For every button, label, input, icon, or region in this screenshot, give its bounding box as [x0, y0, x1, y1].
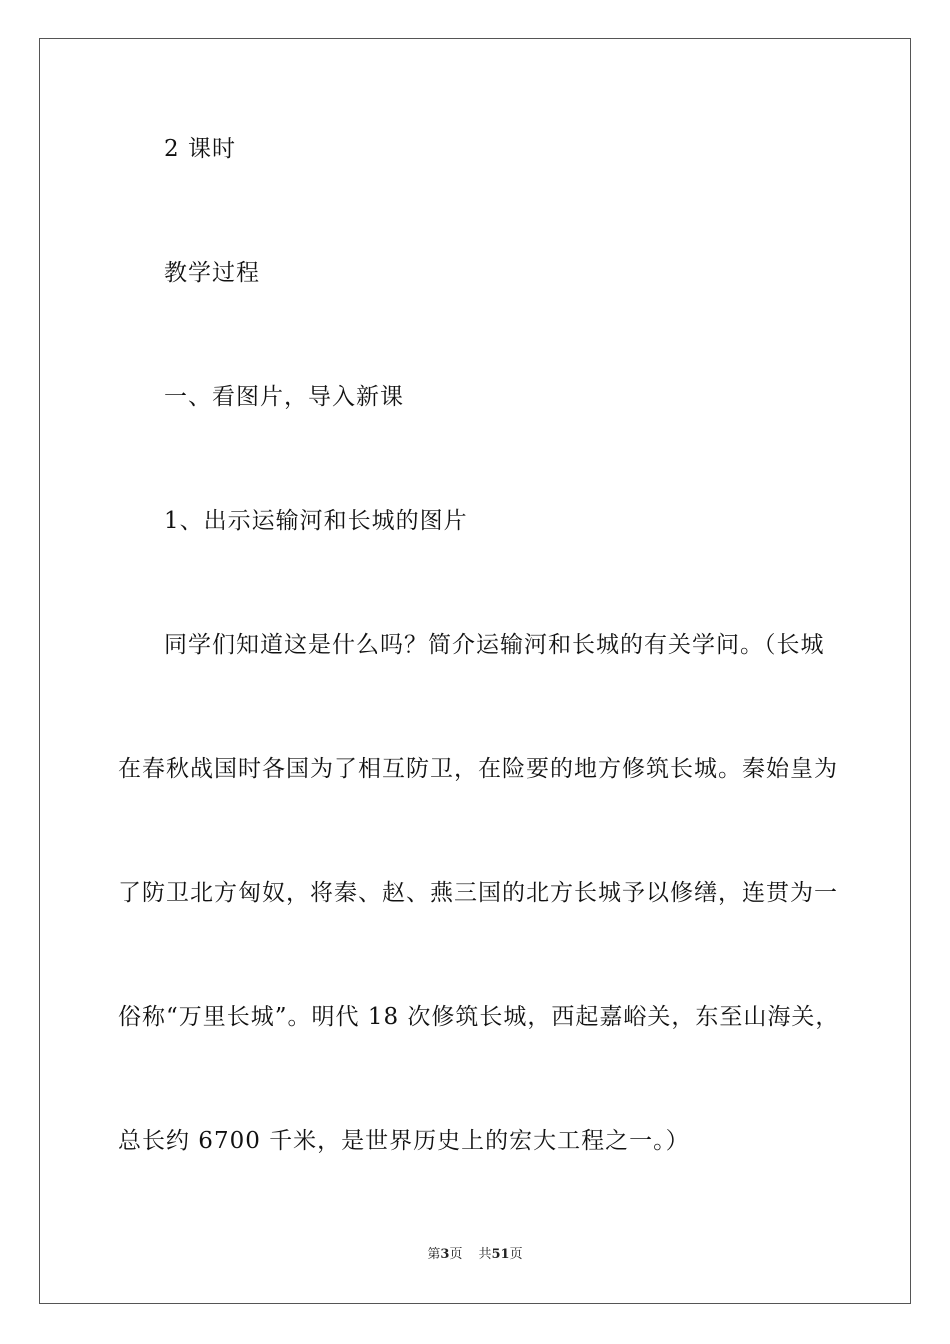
footer-page-suffix: 页 — [449, 1247, 463, 1262]
footer-page-number: 3 — [440, 1247, 450, 1262]
footer-page-prefix: 第 — [427, 1247, 441, 1262]
section-heading: 一、看图片，导入新课 — [164, 384, 404, 410]
footer-total-prefix: 共 — [478, 1247, 492, 1262]
paragraph-line: 俗称“万里长城”。明代 18 次修筑长城，西起嘉峪关，东至山海关， — [118, 1004, 840, 1030]
text-line-lesson-hours: 2 课时 — [164, 136, 236, 162]
paragraph-line: 在春秋战国时各国为了相互防卫，在险要的地方修筑长城。秦始皇为 — [118, 756, 838, 782]
paragraph-line: 了防卫北方匈奴，将秦、赵、燕三国的北方长城予以修缮，连贯为一 — [118, 880, 838, 906]
paragraph-line: 总长约 6700 千米，是世界历史上的宏大工程之一。） — [118, 1128, 690, 1154]
text-line-item-1: 1、出示运输河和长城的图片 — [164, 508, 468, 534]
page-footer — [0, 1246, 950, 1264]
footer-total-pages: 51 — [491, 1247, 510, 1262]
footer-total-suffix: 页 — [509, 1247, 523, 1262]
text-line-teaching-process: 教学过程 — [164, 260, 260, 286]
page-frame — [39, 38, 911, 1304]
paragraph-line: 同学们知道这是什么吗？简介运输河和长城的有关学问。（长城 — [164, 632, 825, 658]
